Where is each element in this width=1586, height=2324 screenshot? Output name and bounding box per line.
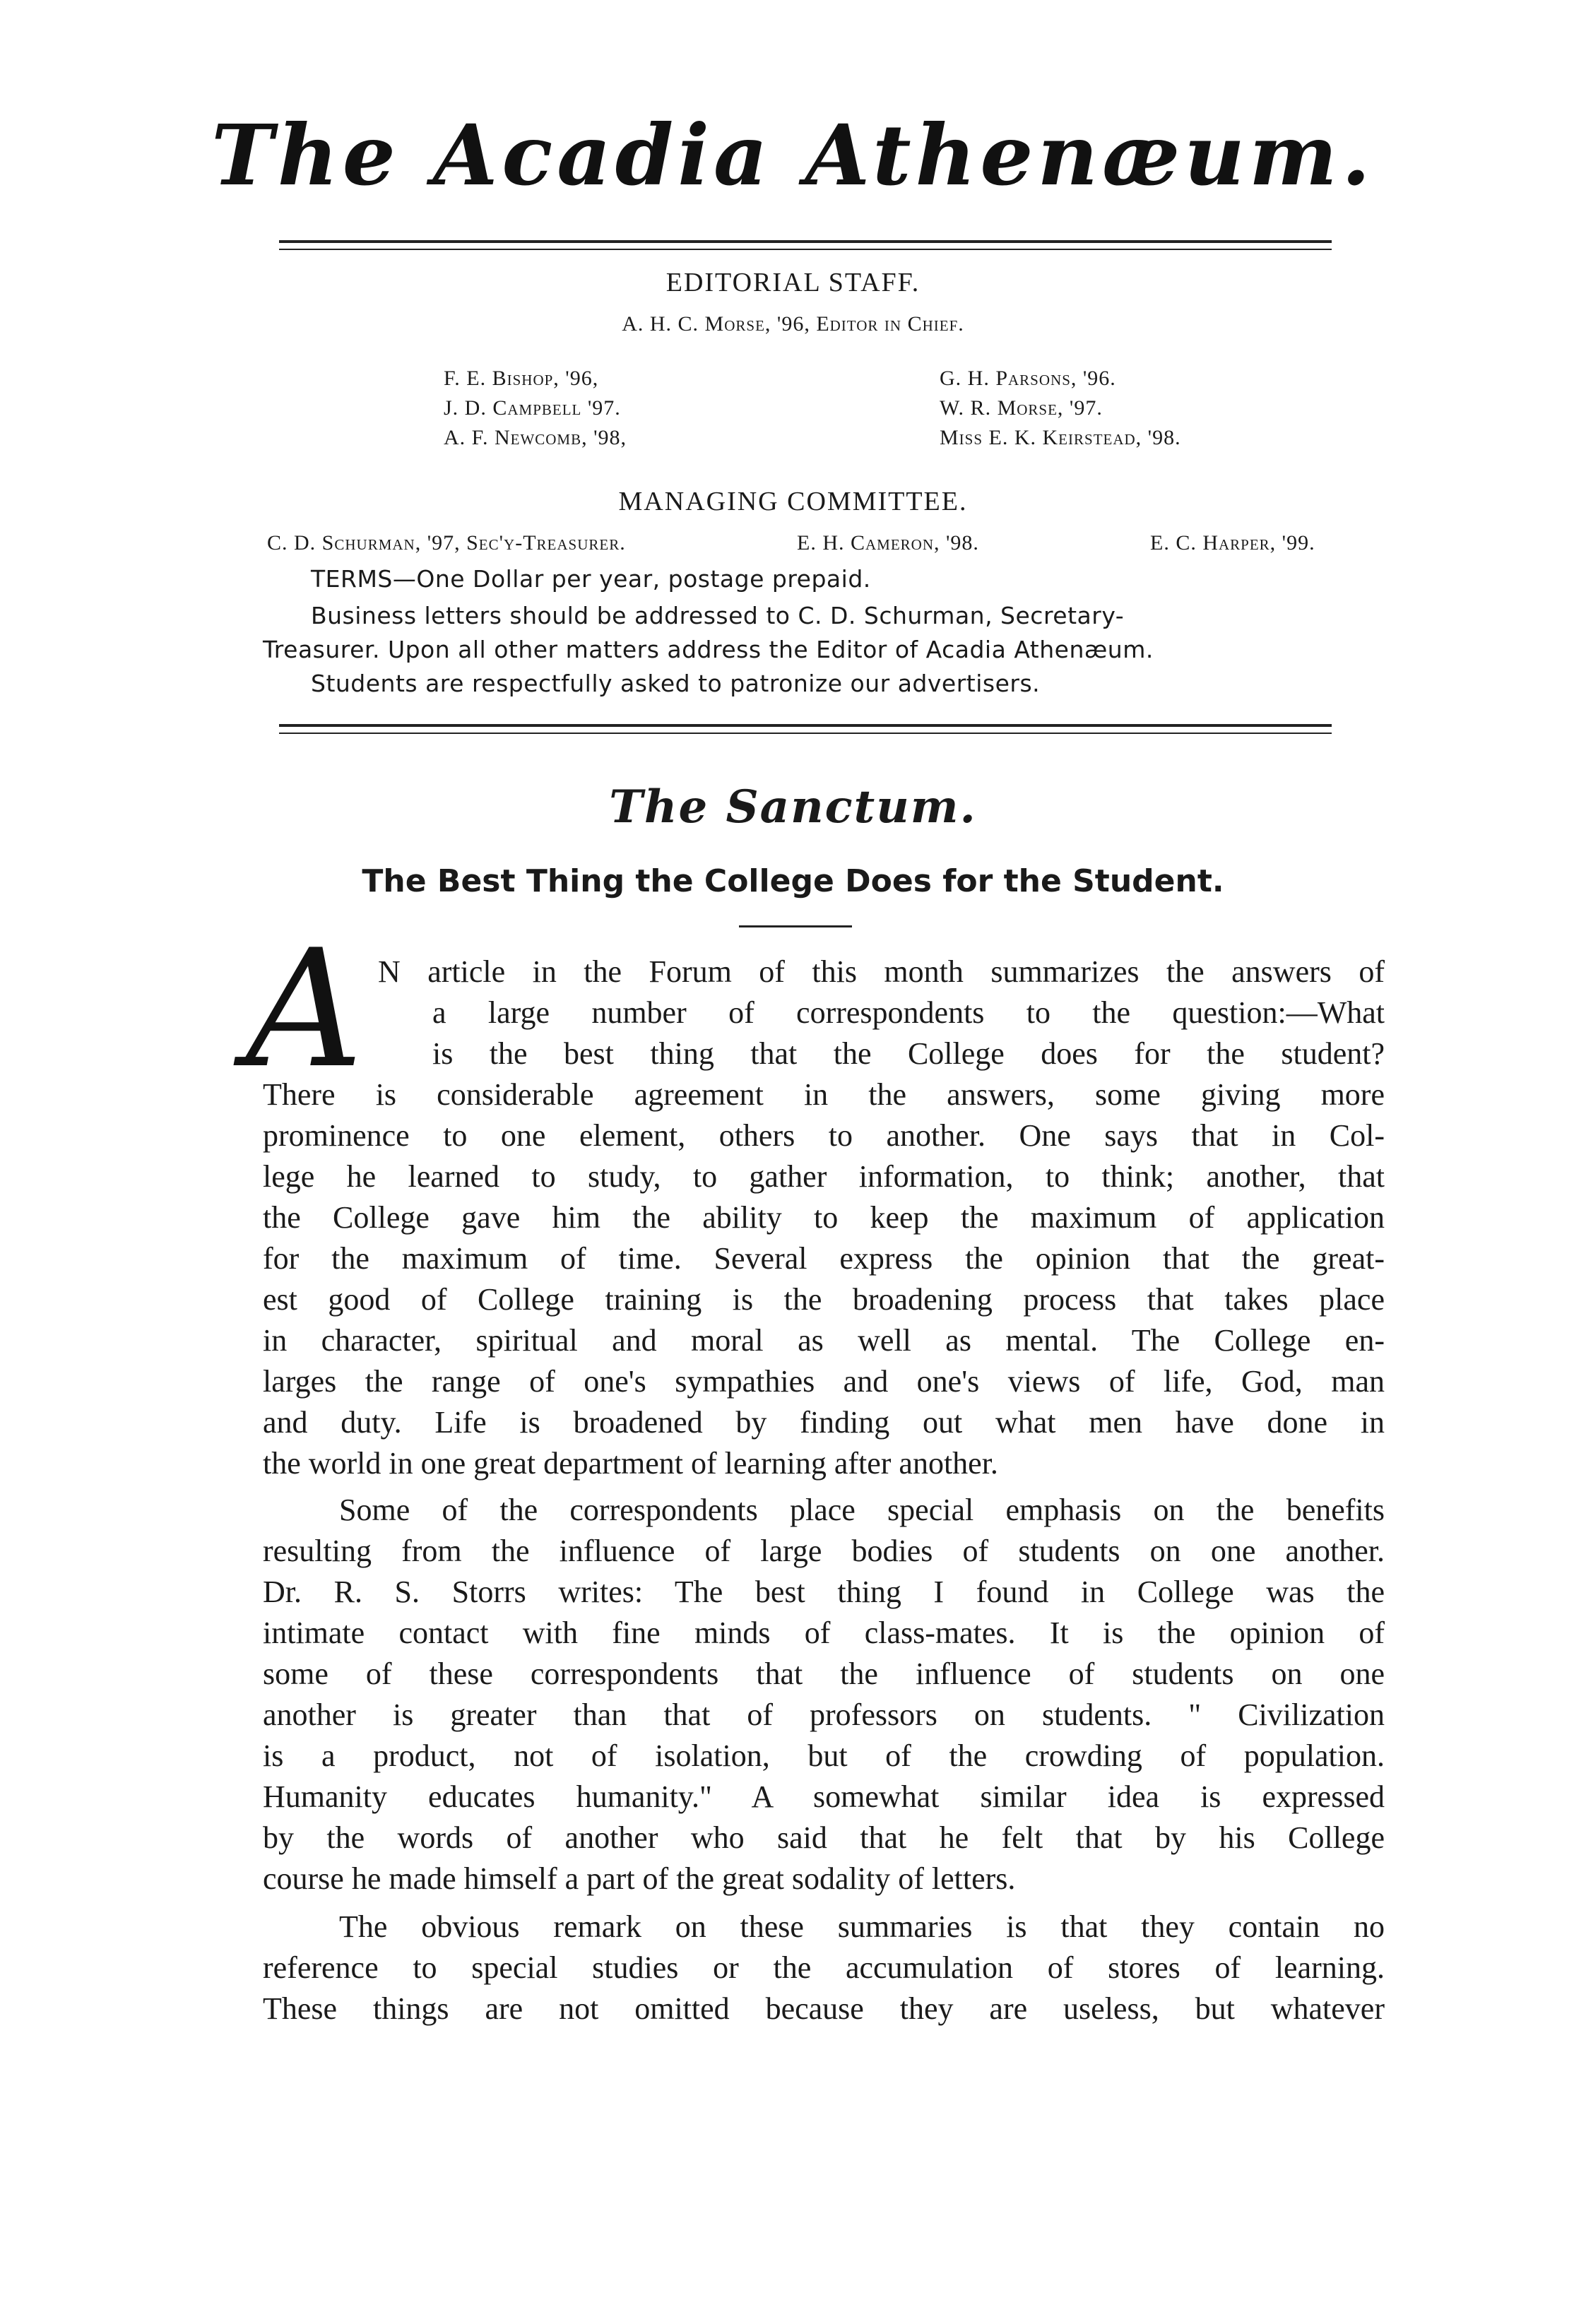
masthead-title: The Acadia Athenæum. [211, 106, 1375, 204]
body-line: in character, spiritual and moral as well as mental. The College en- [263, 1323, 1385, 1358]
body-line: N article in the Forum of this month summarizes the answers of [378, 954, 1385, 989]
body-line: resulting from the influence of large bodies of students on one another. [263, 1534, 1385, 1568]
title-rule [739, 925, 852, 927]
staff-member: Miss E. K. Keirstead, '98. [940, 426, 1181, 449]
body-line: larges the range of one's sympathies and one's views of life, God, man [263, 1364, 1385, 1399]
body-line: There is considerable agreement in the answers, some giving more [263, 1077, 1385, 1112]
staff-right-column [940, 364, 1181, 453]
section-title: The Sanctum. [609, 781, 977, 834]
business-letters-line: Treasurer. Upon all other matters address the Editor of Acadia Athenæum. [263, 636, 1154, 663]
body-line: the world in one great department of learning after another. [263, 1446, 998, 1481]
body-line: is the best thing that the College does for the student? [432, 1036, 1385, 1071]
drop-cap: A [246, 915, 364, 1104]
committee-member: E. C. Harper, '99. [1150, 531, 1315, 555]
managing-committee-heading: MANAGING COMMITTEE. [618, 487, 968, 516]
body-line: another is greater than that of professors on students. " Civilization [263, 1697, 1385, 1732]
staff-member: F. E. Bishop, '96, [444, 367, 599, 390]
body-line: course he made himself a part of the great sodality of letters. [263, 1861, 1016, 1896]
staff-member: J. D. Campbell '97. [444, 396, 621, 420]
body-line: Some of the correspondents place special emphasis on the benefits [339, 1493, 1385, 1527]
article-title: The Best Thing the College Does for the Student. [362, 863, 1224, 899]
body-line: prominence to one element, others to another. One says that in Col- [263, 1118, 1385, 1153]
body-line: reference to special studies or the accumulation of stores of learning. [263, 1950, 1385, 1985]
body-line: some of these correspondents that the influence of students on one [263, 1656, 1385, 1691]
staff-member: W. R. Morse, '97. [940, 396, 1103, 420]
editor-in-chief: A. H. C. Morse, '96, Editor in Chief. [622, 312, 964, 336]
body-line: Dr. R. S. Storrs writes: The best thing I found in College was the [263, 1575, 1385, 1609]
body-line: est good of College training is the broadening process that takes place [263, 1282, 1385, 1317]
editorial-staff-heading: EDITORIAL STAFF. [665, 268, 921, 297]
body-line: by the words of another who said that he felt that by his College [263, 1820, 1385, 1855]
masthead-rule [279, 240, 1332, 250]
body-line: The obvious remark on these summaries is that they contain no [339, 1909, 1385, 1944]
header-bottom-rule [279, 724, 1332, 734]
advertisers-line: Students are respectfully asked to patronize our advertisers. [311, 670, 1041, 697]
committee-member: E. H. Cameron, '98. [797, 531, 979, 555]
body-line: the College gave him the ability to keep the maximum of application [263, 1200, 1385, 1235]
terms-line: TERMS—One Dollar per year, postage prepaid. [311, 565, 871, 593]
body-line: and duty. Life is broadened by finding out what men have done in [263, 1405, 1385, 1440]
business-letters-line: Business letters should be addressed to C. D. Schurman, Secretary- [311, 602, 1125, 629]
body-line: These things are not omitted because they are useless, but whatever [263, 1991, 1385, 2026]
committee-member: C. D. Schurman, '97, Sec'y-Treasurer. [267, 531, 626, 555]
body-line: lege he learned to study, to gather information, to think; another, that [263, 1159, 1385, 1194]
body-line: is a product, not of isolation, but of the crowding of population. [263, 1738, 1385, 1773]
staff-member: A. F. Newcomb, '98, [444, 426, 627, 449]
body-line: for the maximum of time. Several express the opinion that the great- [263, 1241, 1385, 1276]
body-line: intimate contact with fine minds of class-mates. It is the opinion of [263, 1615, 1385, 1650]
body-line: a large number of correspondents to the question:—What [432, 995, 1385, 1030]
staff-left-column [444, 364, 627, 453]
staff-member: G. H. Parsons, '96. [940, 367, 1116, 390]
body-line: Humanity educates humanity." A somewhat similar idea is expressed [263, 1779, 1385, 1814]
